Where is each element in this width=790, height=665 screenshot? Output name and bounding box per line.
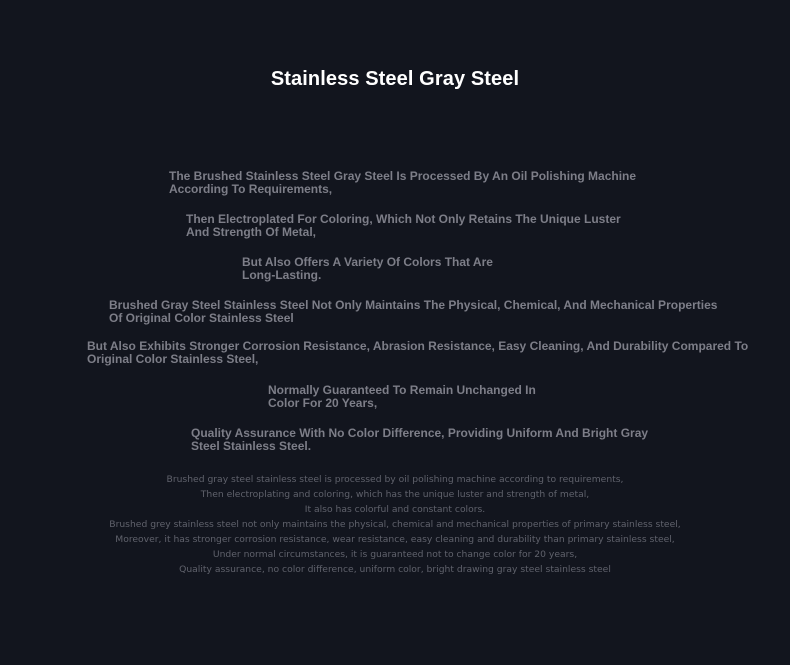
- paragraph-line: Long-Lasting.: [242, 268, 322, 282]
- page-title: Stainless Steel Gray Steel: [270, 68, 520, 90]
- paragraph-line: And Strength Of Metal,: [186, 225, 316, 239]
- description-paragraph-2: [186, 213, 621, 239]
- description-paragraph-5: [87, 340, 748, 366]
- paragraph-line: Steel Stainless Steel.: [191, 439, 312, 453]
- paragraph-line: Of Original Color Stainless Steel: [109, 311, 294, 325]
- paragraph-line: Brushed Gray Steel Stainless Steel Not Only Maintains The Physical, Chemical, And Mechanical Properties: [109, 298, 718, 312]
- paragraph-line: Color For 20 Years,: [268, 396, 378, 410]
- english-line: Brushed gray steel stainless steel is processed by oil polishing machine according to requirements,: [166, 474, 624, 485]
- english-line: It also has colorful and constant colors.: [304, 504, 486, 515]
- description-paragraph-3: [242, 256, 493, 282]
- description-paragraph-7: [191, 427, 648, 453]
- english-line: Quality assurance, no color difference, uniform color, bright drawing gray steel stainless steel: [179, 564, 611, 575]
- english-line: Brushed grey stainless steel not only maintains the physical, chemical and mechanical properties of primary stainless steel,: [109, 519, 681, 530]
- paragraph-line: Then Electroplated For Coloring, Which Not Only Retains The Unique Luster: [186, 212, 621, 226]
- english-line: Then electroplating and coloring, which has the unique luster and strength of metal,: [200, 489, 590, 500]
- english-description-block: [0, 472, 790, 577]
- english-line: Moreover, it has stronger corrosion resistance, wear resistance, easy cleaning and durability than primary stainless steel,: [115, 534, 675, 545]
- description-paragraph-6: [268, 384, 536, 410]
- paragraph-line: But Also Offers A Variety Of Colors That Are: [242, 255, 493, 269]
- description-paragraph-1: [169, 170, 636, 196]
- paragraph-line: But Also Exhibits Stronger Corrosion Resistance, Abrasion Resistance, Easy Cleaning, And Durability Compared To: [87, 339, 749, 353]
- paragraph-line: The Brushed Stainless Steel Gray Steel Is Processed By An Oil Polishing Machine: [169, 169, 637, 183]
- description-paragraph-4: [109, 299, 717, 325]
- english-line: Under normal circumstances, it is guaranteed not to change color for 20 years,: [212, 549, 578, 560]
- paragraph-line: Quality Assurance With No Color Difference, Providing Uniform And Bright Gray: [191, 426, 649, 440]
- paragraph-line: Normally Guaranteed To Remain Unchanged In: [268, 383, 536, 397]
- paragraph-line: According To Requirements,: [169, 182, 333, 196]
- paragraph-line: Original Color Stainless Steel,: [87, 352, 259, 366]
